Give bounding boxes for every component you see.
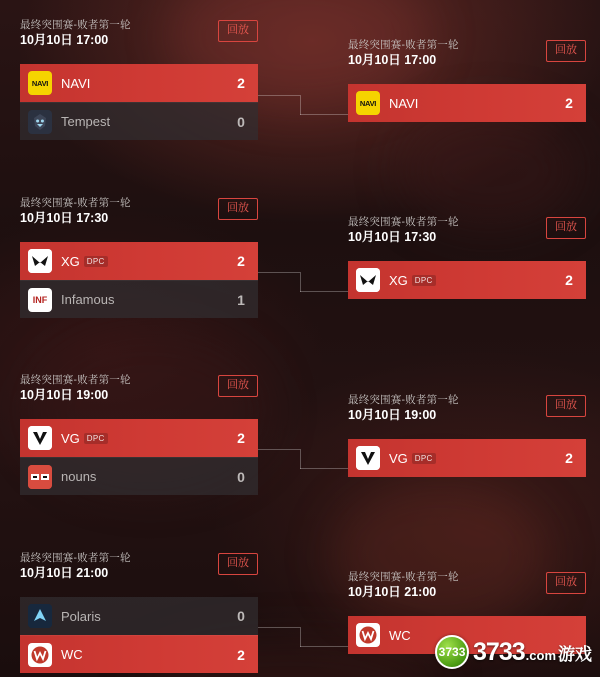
bracket-connector <box>300 95 301 115</box>
match-labels <box>348 215 459 246</box>
match-card[interactable] <box>348 215 586 299</box>
replay-button[interactable]: 回放 <box>546 217 586 239</box>
match-time: 10月10日 17:30 <box>20 211 109 225</box>
xg-logo <box>28 249 52 273</box>
team-label: XG <box>61 253 80 269</box>
site-watermark <box>435 635 592 669</box>
match-stage: 最终突围赛-败者第一轮 <box>348 216 459 228</box>
match-card[interactable] <box>20 196 258 318</box>
match-header <box>20 196 258 240</box>
match-header <box>20 551 258 595</box>
team-score: 2 <box>237 646 245 663</box>
watermark-cn: 游戏 <box>558 644 592 664</box>
match-labels <box>20 196 131 227</box>
team-name: Tempest <box>61 114 111 129</box>
match-card[interactable] <box>20 18 258 140</box>
team-name: Polaris <box>61 608 101 624</box>
match-stage: 最终突围赛-败者第一轮 <box>348 39 459 51</box>
match-card[interactable] <box>20 373 258 495</box>
tempest-logo <box>28 110 52 134</box>
match-card[interactable] <box>348 393 586 477</box>
match-labels <box>20 551 131 582</box>
navi-logo: NAVI <box>356 91 380 115</box>
team-score: 0 <box>237 468 245 485</box>
match-rows <box>20 419 258 495</box>
team-label: XG <box>389 272 408 288</box>
team-row[interactable] <box>348 84 586 122</box>
team-row[interactable] <box>20 242 258 280</box>
team-row[interactable] <box>20 419 258 457</box>
watermark-text <box>473 638 592 667</box>
team-score: 0 <box>237 608 245 624</box>
team-row[interactable] <box>20 635 258 673</box>
match-rows <box>20 597 258 673</box>
team-row[interactable] <box>20 102 258 140</box>
match-header <box>348 570 586 614</box>
team-row[interactable] <box>20 64 258 102</box>
navi-logo: NAVI <box>28 71 52 95</box>
vg-logo <box>356 446 380 470</box>
match-stage: 最终突围赛-败者第一轮 <box>20 19 131 31</box>
match-card[interactable] <box>20 551 258 673</box>
match-header <box>348 38 586 82</box>
bracket-connector <box>300 114 348 115</box>
infamous-logo: INF <box>28 288 52 312</box>
bracket-connector <box>300 627 301 647</box>
nouns-logo <box>28 465 52 489</box>
match-labels <box>348 38 459 69</box>
vg-logo <box>28 426 52 450</box>
match-card[interactable] <box>348 38 586 122</box>
team-row[interactable] <box>348 261 586 299</box>
team-tag: DPC <box>412 453 436 464</box>
replay-button[interactable]: 回放 <box>218 198 258 220</box>
team-row[interactable] <box>348 439 586 477</box>
match-time: 10月10日 19:00 <box>20 388 109 402</box>
bracket-connector <box>258 272 300 273</box>
bracket-connector <box>258 95 300 96</box>
xg-logo <box>356 268 380 292</box>
match-header <box>348 393 586 437</box>
team-row[interactable] <box>20 280 258 318</box>
team-score: 2 <box>565 272 573 288</box>
match-time: 10月10日 21:00 <box>20 566 109 580</box>
bracket-connector <box>300 646 348 647</box>
team-label: VG <box>61 430 80 446</box>
match-labels <box>20 18 131 49</box>
bracket-connector <box>258 449 300 450</box>
team-score: 2 <box>565 450 573 466</box>
watermark-number: 3733 <box>473 637 525 666</box>
replay-button[interactable]: 回放 <box>546 395 586 417</box>
polaris-logo <box>28 604 52 628</box>
bracket-connector <box>300 449 301 469</box>
match-rows <box>348 84 586 122</box>
match-header <box>348 215 586 259</box>
team-score: 2 <box>565 95 573 111</box>
match-header <box>20 18 258 62</box>
replay-button[interactable]: 回放 <box>546 572 586 594</box>
wc-logo <box>356 623 380 647</box>
bracket-connector <box>300 291 348 292</box>
team-tag: DPC <box>84 433 108 444</box>
match-stage: 最终突围赛-败者第一轮 <box>348 571 459 583</box>
team-score: 2 <box>237 430 245 446</box>
match-stage: 最终突围赛-败者第一轮 <box>20 374 131 386</box>
team-row[interactable] <box>20 597 258 635</box>
team-row[interactable] <box>20 457 258 495</box>
team-label: VG <box>389 450 408 466</box>
team-score: 2 <box>237 75 245 91</box>
team-tag: DPC <box>412 275 436 286</box>
team-name: WC <box>389 627 411 643</box>
match-labels <box>348 393 459 424</box>
bracket-connector <box>300 468 348 469</box>
team-name <box>61 431 226 446</box>
team-name: Infamous <box>61 292 115 307</box>
replay-button[interactable]: 回放 <box>546 40 586 62</box>
bracket-connector <box>258 627 300 628</box>
watermark-badge-icon: 3733 <box>435 635 469 669</box>
match-rows <box>348 439 586 477</box>
replay-button[interactable]: 回放 <box>218 553 258 575</box>
team-name <box>389 273 554 288</box>
team-name <box>389 451 554 466</box>
match-time: 10月10日 17:00 <box>348 53 437 67</box>
match-stage: 最终突围赛-败者第一轮 <box>20 552 131 564</box>
wc-logo <box>28 643 52 667</box>
team-name: nouns <box>61 469 97 484</box>
bracket-connector <box>300 272 301 292</box>
match-header <box>20 373 258 417</box>
team-score: 0 <box>237 113 245 130</box>
team-name: NAVI <box>389 95 419 111</box>
team-name: NAVI <box>61 75 91 91</box>
team-score: 1 <box>237 291 245 308</box>
match-stage: 最终突围赛-败者第一轮 <box>20 197 131 209</box>
match-time: 10月10日 17:30 <box>348 230 437 244</box>
team-name <box>61 254 226 269</box>
replay-button[interactable]: 回放 <box>218 20 258 42</box>
team-tag: DPC <box>84 256 108 267</box>
team-score: 2 <box>237 253 245 269</box>
match-labels <box>20 373 131 404</box>
watermark-domain: .com <box>525 647 556 663</box>
match-rows <box>348 261 586 299</box>
match-labels <box>348 570 459 601</box>
replay-button[interactable]: 回放 <box>218 375 258 397</box>
match-time: 10月10日 19:00 <box>348 408 437 422</box>
match-time: 10月10日 21:00 <box>348 585 437 599</box>
match-stage: 最终突围赛-败者第一轮 <box>348 394 459 406</box>
team-name: WC <box>61 647 83 662</box>
match-time: 10月10日 17:00 <box>20 33 109 47</box>
match-rows <box>20 242 258 318</box>
match-rows <box>20 64 258 140</box>
